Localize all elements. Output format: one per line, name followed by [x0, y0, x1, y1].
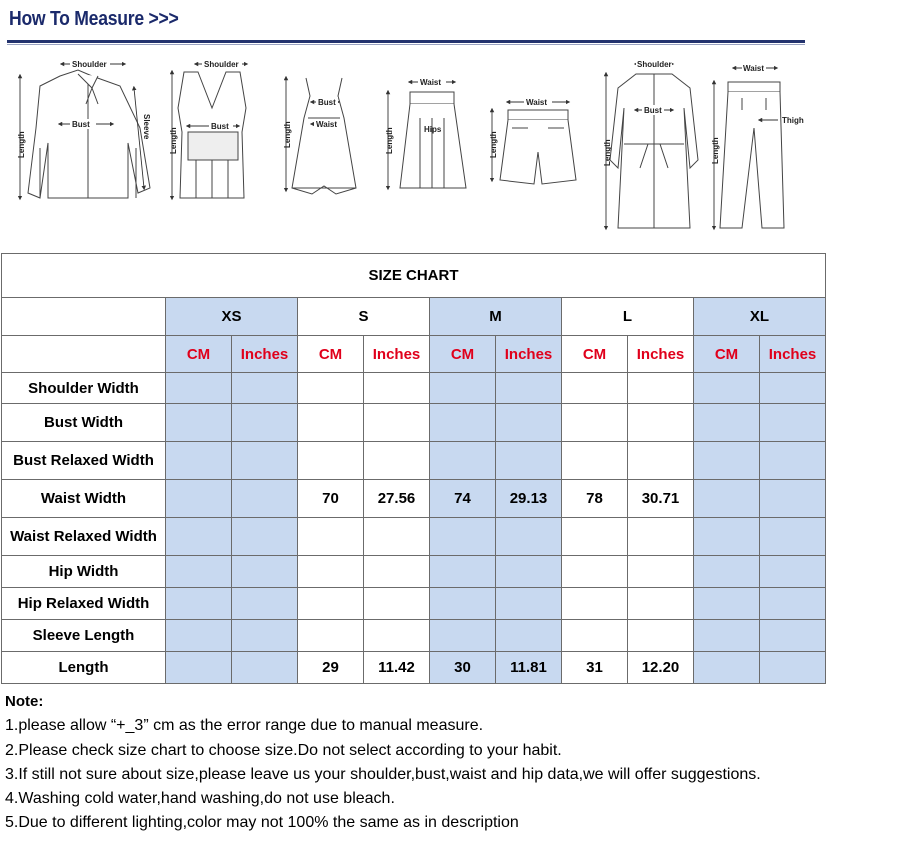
value-cell — [232, 556, 298, 588]
value-cell — [496, 373, 562, 404]
value-cell — [298, 442, 364, 480]
value-cell — [496, 588, 562, 620]
value-cell — [760, 620, 826, 652]
value-cell — [430, 373, 496, 404]
value-cell — [166, 620, 232, 652]
dress-length-label: Length — [283, 121, 292, 148]
vest-bust-label: Bust — [211, 122, 229, 131]
unit-header: Inches — [364, 336, 430, 373]
value-cell — [694, 480, 760, 518]
value-cell — [562, 442, 628, 480]
value-cell — [562, 620, 628, 652]
value-cell — [364, 620, 430, 652]
coat-shoulder-label: Shoulder — [637, 60, 672, 69]
row-label: Bust Relaxed Width — [2, 442, 166, 480]
coat-bust-label: Bust — [644, 106, 662, 115]
value-cell — [364, 404, 430, 442]
value-cell — [628, 404, 694, 442]
value-cell — [496, 518, 562, 556]
vest-shoulder-label: Shoulder — [204, 60, 239, 69]
value-cell — [364, 442, 430, 480]
skirt-waist-label: Waist — [420, 78, 442, 87]
note-item: 4.Washing cold water,hand washing,do not use bleach. — [5, 790, 395, 808]
value-cell — [430, 556, 496, 588]
value-cell — [166, 442, 232, 480]
value-cell — [628, 588, 694, 620]
value-cell — [232, 404, 298, 442]
size-header-l: L — [562, 298, 694, 336]
shorts-length-label: Length — [489, 131, 498, 158]
value-cell — [298, 620, 364, 652]
size-chart-title: SIZE CHART — [2, 254, 826, 298]
value-cell: 27.56 — [364, 480, 430, 518]
row-label: Sleeve Length — [2, 620, 166, 652]
value-cell — [232, 652, 298, 684]
coat-figure — [610, 74, 698, 228]
unit-header: CM — [166, 336, 232, 373]
value-cell — [562, 518, 628, 556]
value-cell — [496, 556, 562, 588]
value-cell — [232, 620, 298, 652]
value-cell — [694, 556, 760, 588]
dress-bust-label: Bust — [318, 98, 336, 107]
value-cell — [628, 620, 694, 652]
value-cell: 70 — [298, 480, 364, 518]
skirt-length-label: Length — [385, 127, 394, 154]
value-cell — [694, 588, 760, 620]
unit-header: CM — [430, 336, 496, 373]
unit-header: CM — [298, 336, 364, 373]
table-row — [2, 518, 826, 556]
value-cell — [694, 652, 760, 684]
value-cell — [166, 404, 232, 442]
value-cell — [694, 518, 760, 556]
value-cell: 30.71 — [628, 480, 694, 518]
value-cell — [628, 518, 694, 556]
pants-figure — [720, 82, 784, 228]
value-cell — [166, 373, 232, 404]
table-row — [2, 480, 826, 518]
value-cell — [694, 620, 760, 652]
value-cell: 11.42 — [364, 652, 430, 684]
value-cell — [364, 556, 430, 588]
row-label: Hip Width — [2, 556, 166, 588]
size-header-xl: XL — [694, 298, 826, 336]
value-cell — [430, 442, 496, 480]
value-cell — [430, 518, 496, 556]
unit-header: Inches — [628, 336, 694, 373]
unit-header: Inches — [760, 336, 826, 373]
vest-figure — [178, 72, 246, 198]
value-cell — [430, 404, 496, 442]
blouse-shoulder-label: Shoulder — [72, 60, 107, 69]
value-cell: 30 — [430, 652, 496, 684]
shorts-waist-label: Waist — [526, 98, 548, 107]
title-divider-shadow — [7, 44, 805, 45]
note-item: 2.Please check size chart to choose size.Do not select according to your habit. — [5, 741, 562, 759]
size-header-s: S — [298, 298, 430, 336]
value-cell — [232, 442, 298, 480]
value-cell — [760, 556, 826, 588]
row-label: Waist Relaxed Width — [2, 518, 166, 556]
value-cell — [760, 588, 826, 620]
value-cell — [496, 442, 562, 480]
value-cell — [232, 373, 298, 404]
corner-cell — [2, 298, 166, 336]
row-label: Length — [2, 652, 166, 684]
unit-header: CM — [694, 336, 760, 373]
value-cell — [694, 404, 760, 442]
value-cell — [364, 588, 430, 620]
value-cell — [166, 652, 232, 684]
measure-illustrations — [0, 48, 820, 248]
table-row — [2, 373, 826, 404]
row-label: Shoulder Width — [2, 373, 166, 404]
value-cell — [166, 556, 232, 588]
vest-length-label: Length — [169, 127, 178, 154]
corner-cell — [2, 336, 166, 373]
size-header-xs: XS — [166, 298, 298, 336]
row-label: Bust Width — [2, 404, 166, 442]
value-cell — [166, 518, 232, 556]
table-row — [2, 588, 826, 620]
coat-length-label: Length — [603, 139, 612, 166]
value-cell — [232, 518, 298, 556]
table-row — [2, 404, 826, 442]
dress-waist-label: Waist — [316, 120, 338, 129]
value-cell: 78 — [562, 480, 628, 518]
value-cell: 31 — [562, 652, 628, 684]
value-cell — [760, 404, 826, 442]
how-to-measure-title: How To Measure >>> — [9, 8, 179, 30]
value-cell: 74 — [430, 480, 496, 518]
notes-heading: Note: — [5, 693, 44, 710]
size-header-m: M — [430, 298, 562, 336]
pants-length-label: Length — [711, 137, 720, 164]
value-cell — [760, 480, 826, 518]
value-cell — [628, 373, 694, 404]
unit-header: CM — [562, 336, 628, 373]
value-cell — [364, 518, 430, 556]
value-cell — [628, 556, 694, 588]
value-cell — [562, 404, 628, 442]
value-cell — [298, 373, 364, 404]
table-row — [2, 442, 826, 480]
row-label: Waist Width — [2, 480, 166, 518]
dress-figure — [292, 78, 356, 194]
value-cell — [694, 442, 760, 480]
value-cell: 29.13 — [496, 480, 562, 518]
value-cell — [760, 652, 826, 684]
shorts-figure — [500, 110, 576, 184]
value-cell — [760, 518, 826, 556]
value-cell — [562, 373, 628, 404]
value-cell — [430, 588, 496, 620]
value-cell — [166, 480, 232, 518]
note-item: 1.please allow “+_3” cm as the error range due to manual measure. — [5, 717, 484, 735]
title-divider — [7, 40, 805, 43]
skirt-figure — [400, 92, 466, 188]
value-cell — [166, 588, 232, 620]
value-cell — [562, 588, 628, 620]
note-item: 3.If still not sure about size,please leave us your shoulder,bust,waist and hip data,we will offer suggestions. — [5, 765, 761, 783]
value-cell — [364, 373, 430, 404]
value-cell — [298, 588, 364, 620]
table-row — [2, 652, 826, 684]
value-cell — [496, 404, 562, 442]
value-cell — [628, 442, 694, 480]
value-cell: 29 — [298, 652, 364, 684]
value-cell — [496, 620, 562, 652]
value-cell — [232, 588, 298, 620]
value-cell — [760, 442, 826, 480]
table-row — [2, 556, 826, 588]
value-cell: 11.81 — [496, 652, 562, 684]
table-row — [2, 620, 826, 652]
blouse-bust-label: Bust — [72, 120, 90, 129]
value-cell — [694, 373, 760, 404]
value-cell — [298, 518, 364, 556]
note-item: 5.Due to different lighting,color may not 100% the same as in description — [5, 814, 519, 832]
value-cell — [232, 480, 298, 518]
value-cell — [298, 404, 364, 442]
notes-section — [5, 690, 761, 836]
blouse-length-label: Length — [17, 131, 26, 158]
skirt-hips-label: Hips — [424, 125, 442, 134]
row-label: Hip Relaxed Width — [2, 588, 166, 620]
blouse-sleeve-label: Sleeve — [142, 114, 151, 140]
unit-header: Inches — [496, 336, 562, 373]
value-cell — [430, 620, 496, 652]
pants-thigh-label: Thigh — [782, 116, 804, 125]
size-chart-table — [1, 253, 826, 684]
value-cell — [760, 373, 826, 404]
pants-waist-label: Waist — [743, 64, 765, 73]
unit-header: Inches — [232, 336, 298, 373]
value-cell — [562, 556, 628, 588]
value-cell: 12.20 — [628, 652, 694, 684]
value-cell — [298, 556, 364, 588]
blouse-figure — [28, 70, 150, 198]
